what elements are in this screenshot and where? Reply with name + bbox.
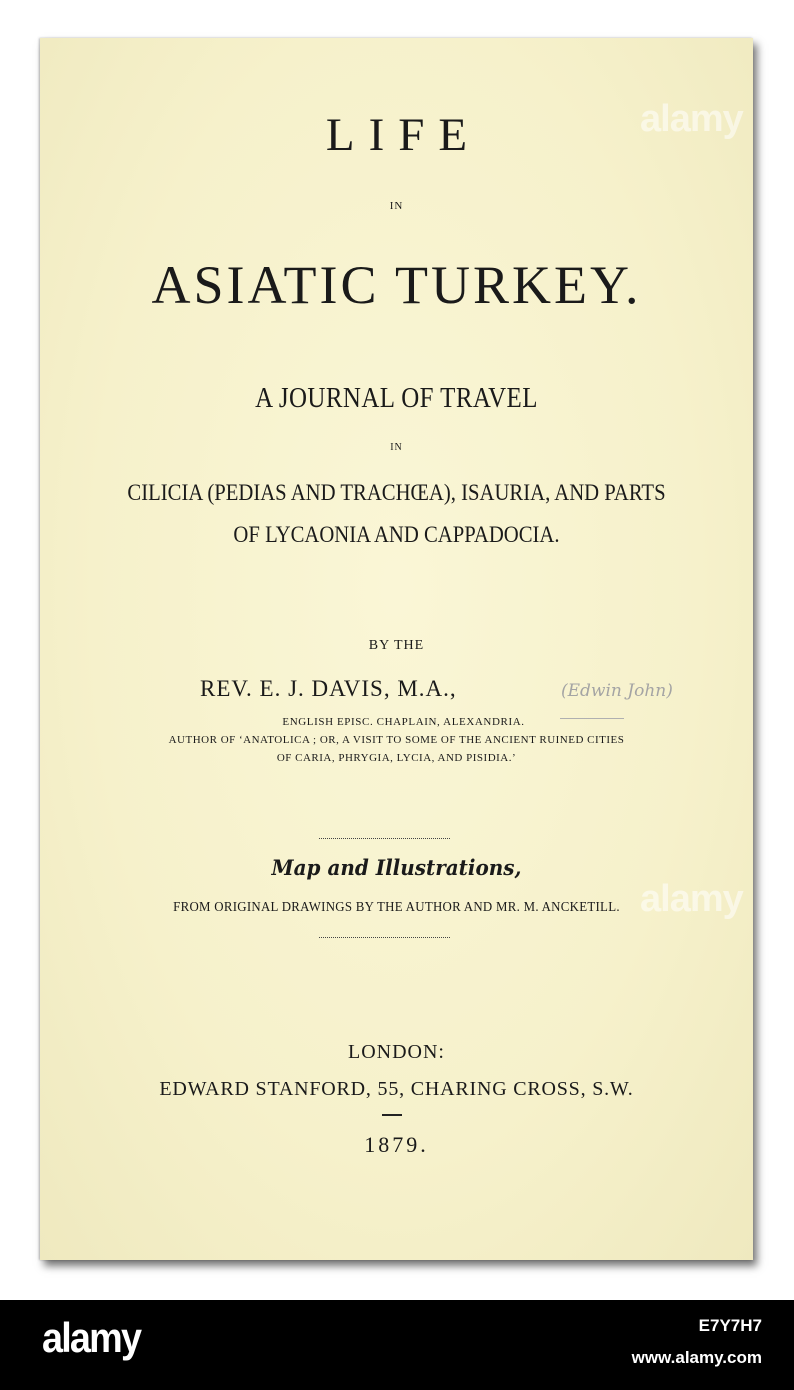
illustrations-heading: Map and Illustrations, — [271, 855, 522, 880]
author-position: ENGLISH EPISC. CHAPLAIN, ALEXANDRIA. — [282, 716, 525, 728]
handwritten-note: (Edwin John) — [561, 681, 673, 701]
watermark-middle: alamy — [640, 878, 743, 920]
title-connector-in: IN — [389, 200, 404, 212]
title-asiatic-turkey: ASIATIC TURKEY. — [151, 255, 642, 315]
stock-footer-bar — [0, 1300, 794, 1390]
title-life: LIFE — [325, 109, 482, 161]
dotted-rule-top — [319, 838, 450, 839]
subtitle-journal: A JOURNAL OF TRAVEL — [255, 382, 538, 414]
regions-line-1: CILICIA (PEDIAS AND TRACHŒA), ISAURIA, AND PARTS — [127, 480, 666, 505]
alamy-logo: alamy — [42, 1314, 141, 1361]
title-page — [40, 38, 753, 1260]
regions-line-2: OF LYCAONIA AND CAPPADOCIA. — [233, 522, 560, 547]
author-previous-work-line-2: OF CARIA, PHRYGIA, LYCIA, AND PISIDIA.’ — [276, 752, 517, 764]
publisher: EDWARD STANFORD, 55, CHARING CROSS, S.W. — [159, 1078, 634, 1100]
subtitle-connector-in: IN — [390, 442, 403, 453]
publication-place: LONDON: — [348, 1041, 445, 1063]
author-previous-work-line-1: AUTHOR OF ‘ANATOLICA ; OR, A VISIT TO SOME OF THE ANCIENT RUINED CITIES — [168, 734, 625, 746]
author-name: REV. E. J. DAVIS, M.A., — [200, 676, 457, 701]
dotted-rule-bottom — [319, 937, 450, 938]
image-id: E7Y7H7 — [698, 1316, 762, 1335]
by-line: BY THE — [368, 638, 425, 653]
site-url: www.alamy.com — [631, 1348, 762, 1367]
publication-year: 1879. — [364, 1132, 429, 1157]
short-rule — [382, 1114, 402, 1116]
watermark-top: alamy — [640, 98, 743, 140]
illustrations-credit: FROM ORIGINAL DRAWINGS BY THE AUTHOR AND MR. M. ANCKETILL. — [173, 900, 620, 915]
